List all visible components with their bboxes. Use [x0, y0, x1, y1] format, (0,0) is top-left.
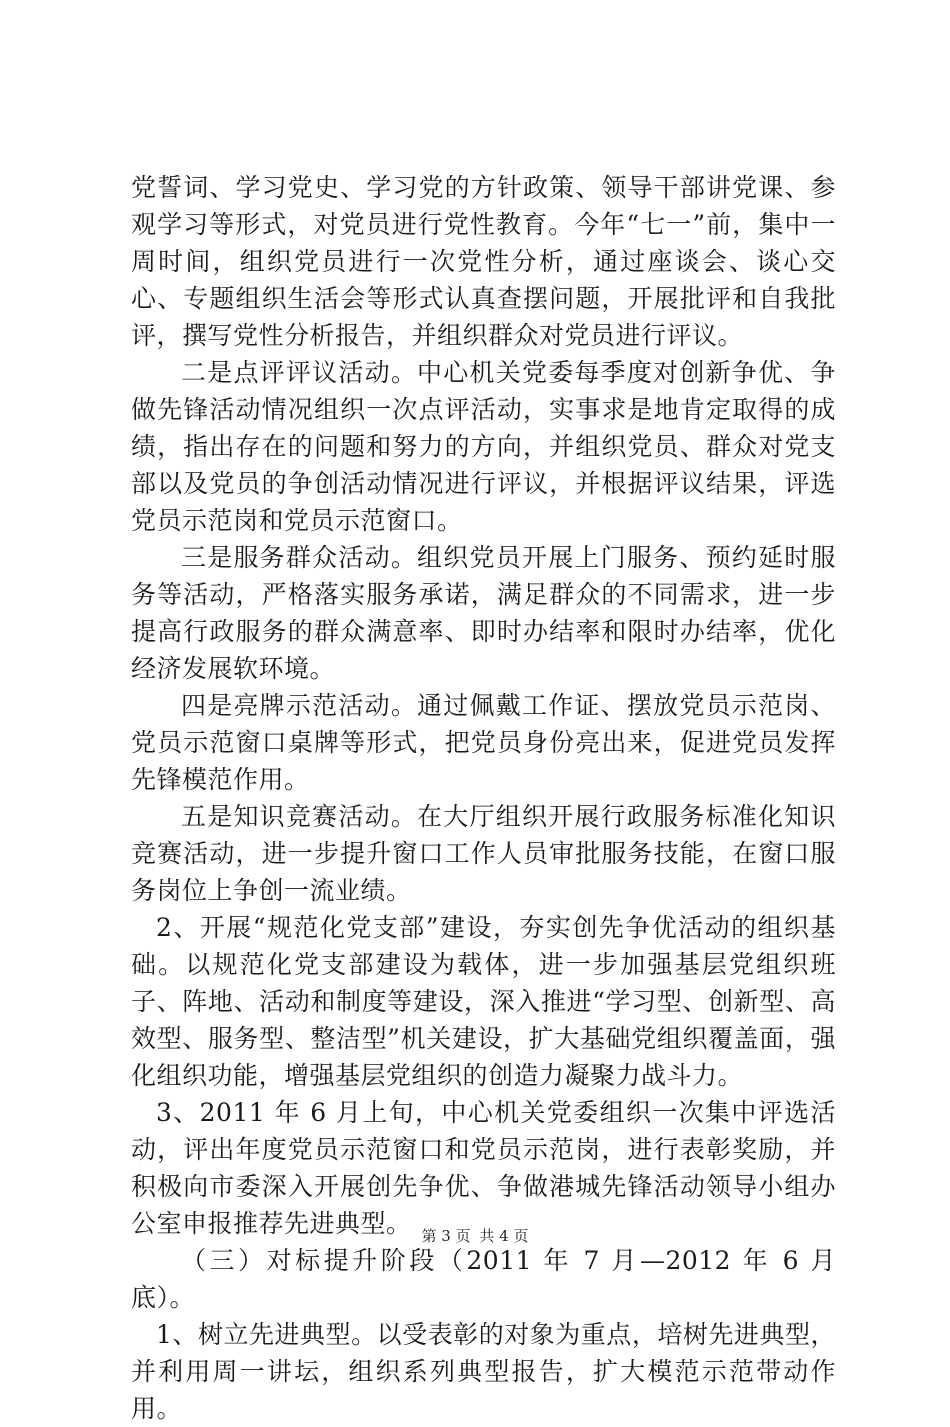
paragraph-badge-activity: 四是亮牌示范活动。通过佩戴工作证、摆放党员示范岗、党员示范窗口桌牌等形式，把党员身份亮出来，促进党员发挥先锋模范作用。	[131, 691, 836, 794]
page-footer	[0, 1226, 950, 1246]
paragraph-branch-standardization: 2、开展“规范化党支部”建设，夯实创先争优活动的组织基础。以规范化党支部建设为载体，进一步加强基层党组织班子、阵地、活动和制度等建设，深入推进“学习型、创新型、高效型、服务型、整洁型”机关建设，扩大基础党组织覆盖面，强化组织功能，增强基层党组织的创造力凝聚力战斗力。	[131, 913, 836, 1090]
section-heading-benchmark-stage: （三）对标提升阶段（2011 年 7 月—2012 年 6 月底）。	[131, 1246, 836, 1312]
paragraph-review-activity: 二是点评评议活动。中心机关党委每季度对创新争优、争做先锋活动情况组织一次点评活动，实事求是地肯定取得的成绩，指出存在的问题和努力的方向，并组织党员、群众对党支部以及党员的争创活动情况进行评议，并根据评议结果，评选党员示范岗和党员示范窗口。	[131, 358, 836, 535]
paragraph-selection-activity: 3、2011 年 6 月上旬，中心机关党委组织一次集中评选活动，评出年度党员示范窗口和党员示范岗，进行表彰奖励，并积极向市委深入开展创先争优、争做港城先锋活动领导小组办公室申报推荐先进典型。	[131, 1098, 836, 1238]
page-number: 第 3 页	[421, 1227, 471, 1245]
paragraph-service-activity: 三是服务群众活动。组织党员开展上门服务、预约延时服务等活动，严格落实服务承诺，满足群众的不同需求，进一步提高行政服务的群众满意率、即时办结率和限时办结率，优化经济发展软环境。	[131, 543, 836, 683]
page-total: 共 4 页	[479, 1227, 529, 1245]
paragraph-advanced-models: 1、树立先进典型。以受表彰的对象为重点，培树先进典型，并利用周一讲坛，组织系列典型报告，扩大模范示范带动作用。	[131, 1320, 836, 1423]
paragraph-party-education: 党誓词、学习党史、学习党的方针政策、领导干部讲党课、参观学习等形式，对党员进行党性教育。今年“七一”前，集中一周时间，组织党员进行一次党性分析，通过座谈会、谈心交心、专题组织生活会等形式认真查摆问题，开展批评和自我批评，撰写党性分析报告，并组织群众对党员进行评议。	[131, 173, 836, 350]
paragraph-contest-activity: 五是知识竞赛活动。在大厅组织开展行政服务标准化知识竞赛活动，进一步提升窗口工作人员审批服务技能，在窗口服务岗位上争创一流业绩。	[131, 802, 836, 905]
